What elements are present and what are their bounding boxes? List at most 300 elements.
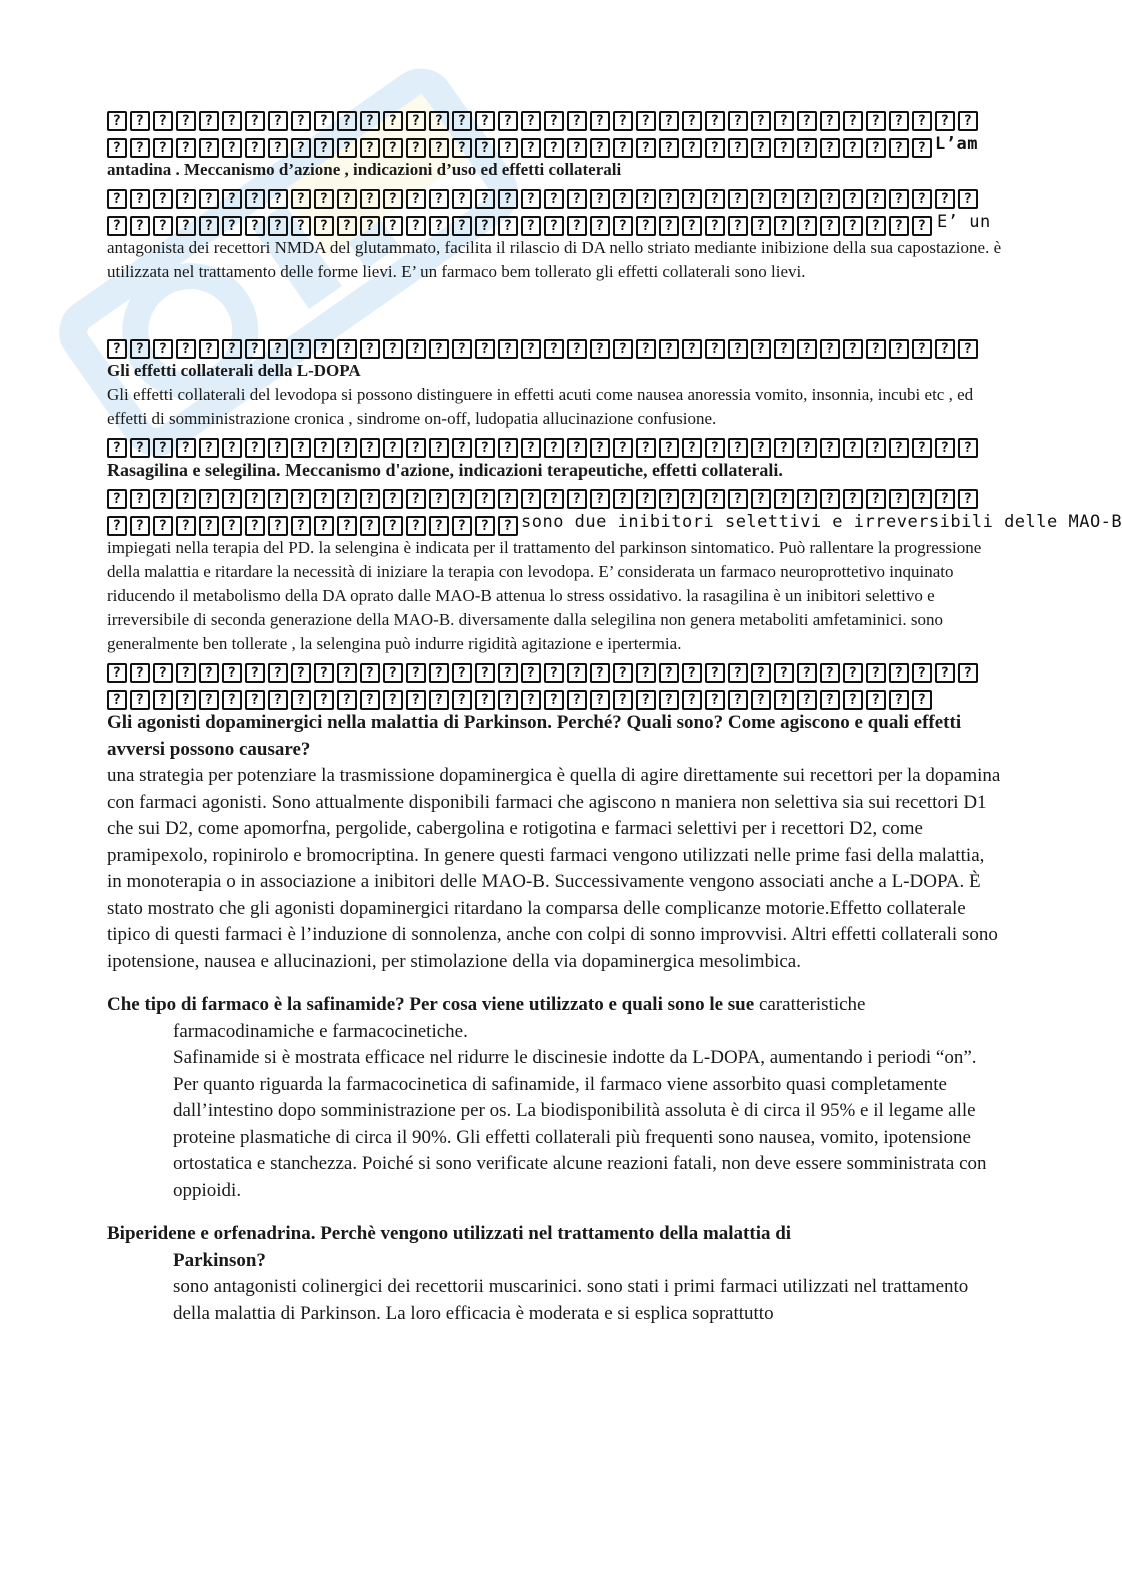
glyph-box: ?: [291, 516, 311, 536]
glyph-box: ?: [521, 111, 541, 131]
agonisti-body: una strategia per potenziare la trasmissione dopaminergica è quella di agire direttamente sui recettori per la dopamina con farmaci agonisti. Sono attualmente disponibili farmaci che agiscono n maniera non selettiva sia sui recettori D1 che sui D2, come apomorfna, pergolide, cabergolina e rotigotina e farmaci selettivi per i recettori D2, come pramipexolo, ropinirolo e bromocriptina. In genere questi farmaci vengono utilizzati nelle prime fasi della malattia, in monoterapia o in associazione a inibitori delle MAO-B. Successivamente vengono associati anche a L-DOPA. È stato mostrato che gli agonisti dopaminergici ritardano la comparsa delle complicanze motorie.Effetto collaterale tipico di questi farmaci è l’induzione di sonnolenza, anche con colpi di sonno improvvisi. Altri effetti collaterali sono ipotensione, nausea e allucinazioni, per stimolazione della via dopaminergica mesolimbica.: [107, 765, 1001, 972]
glyph-box: ?: [866, 138, 886, 158]
glyph-box: ?: [843, 138, 863, 158]
glyph-box: ?: [705, 438, 725, 458]
glyph-box: ?: [613, 138, 633, 158]
glyph-box: ?: [498, 438, 518, 458]
glyph-box: ?: [958, 111, 978, 131]
agonisti-heading: Gli agonisti dopaminergici nella malattia di Parkinson. Perché? Quali sono? Come agiscono e quali effetti avversi possono causare?: [107, 712, 962, 760]
glyph-box: ?: [498, 339, 518, 359]
glyph-box: ?: [360, 489, 380, 509]
biperidene-heading: Biperidene e orfenadrina. Perchè vengono utilizzati nel trattamento della malattia di: [107, 1223, 792, 1244]
glyph-box: ?: [268, 111, 288, 131]
glyph-box: ?: [912, 111, 932, 131]
glyph-box: ?: [958, 663, 978, 683]
glyph-box: ?: [889, 216, 909, 236]
glyph-box: ?: [912, 438, 932, 458]
document-page: [107, 104, 1122, 1327]
glyph-box: ?: [245, 516, 265, 536]
glyph-box: ?: [935, 339, 955, 359]
glyph-box: ?: [659, 138, 679, 158]
glyph-box: ?: [153, 339, 173, 359]
glyph-box: ?: [291, 339, 311, 359]
safinamide-body: Safinamide si è mostrata efficace nel ridurre le discinesie indotte da L-DOPA, aumentando i periodi “on”. Per quanto riguarda la farmacocinetica di safinamide, il farmaco viene assorbito quasi completamente dall’intestino dopo somministrazione per os. La biodisponibilità assoluta è di circa il 95% e il legame alle proteine plasmatiche di circa il 90%. Gli effetti collaterali più frequenti sono nausea, vomito, ipotensione ortostatica e stanchezza. Poiché si sono verificate alcune reazioni fatali, non deve essere somministrata con oppioidi.: [173, 1047, 987, 1201]
glyph-box: ?: [590, 663, 610, 683]
glyph-box: ?: [498, 690, 518, 710]
glyph-box: ?: [429, 111, 449, 131]
glyph-box: ?: [314, 489, 334, 509]
glyph-box: ?: [521, 489, 541, 509]
glyph-box: ?: [429, 663, 449, 683]
safinamide-heading-bold: Che tipo di farmaco è la safinamide? Per cosa viene utilizzato e quali sono le sue: [107, 994, 755, 1015]
glyph-box: ?: [958, 339, 978, 359]
glyph-box: ?: [291, 189, 311, 209]
glyph-box: ?: [475, 663, 495, 683]
glyph-box: ?: [912, 189, 932, 209]
glyph-box: ?: [130, 216, 150, 236]
glyph-box: ?: [866, 189, 886, 209]
glyph-box: ?: [797, 438, 817, 458]
glyph-box: ?: [659, 111, 679, 131]
glyph-box: ?: [406, 663, 426, 683]
glyph-box: ?: [268, 339, 288, 359]
glyph-box: ?: [659, 663, 679, 683]
glyph-box: ?: [176, 438, 196, 458]
glyph-box: ?: [107, 489, 127, 509]
glyph-box: ?: [935, 189, 955, 209]
glyph-box: ?: [705, 489, 725, 509]
glyph-box: ?: [291, 663, 311, 683]
glyph-box: ?: [176, 138, 196, 158]
glyph-box: ?: [268, 216, 288, 236]
glyph-box: ?: [613, 438, 633, 458]
glyph-box: ?: [337, 516, 357, 536]
glyph-box: ?: [314, 438, 334, 458]
glyph-box: ?: [452, 489, 472, 509]
glyph-box: ?: [866, 489, 886, 509]
glyph-box: ?: [751, 216, 771, 236]
glyph-box: ?: [314, 216, 334, 236]
glyph-box: ?: [682, 690, 702, 710]
glyph-box: ?: [222, 216, 242, 236]
glyph-box: ?: [728, 663, 748, 683]
glyph-box: ?: [912, 690, 932, 710]
glyph-box: ?: [314, 189, 334, 209]
ldopa-heading: Gli effetti collaterali della L-DOPA: [107, 361, 361, 380]
glyph-box: ?: [452, 216, 472, 236]
glyph-box: ?: [521, 663, 541, 683]
glyph-box: ?: [889, 489, 909, 509]
glyph-box: ?: [728, 216, 748, 236]
glyph-box: ?: [268, 516, 288, 536]
glyph-box: ?: [521, 189, 541, 209]
glyph-box: ?: [705, 339, 725, 359]
glyph-box: ?: [314, 339, 334, 359]
glyph-box: ?: [222, 111, 242, 131]
glyph-box: ?: [360, 663, 380, 683]
glyph-box: ?: [406, 339, 426, 359]
glyph-box: ?: [222, 690, 242, 710]
glyph-box: ?: [268, 189, 288, 209]
glyph-box: ?: [705, 111, 725, 131]
glyph-box: ?: [866, 438, 886, 458]
glyph-box: ?: [176, 339, 196, 359]
glyph-box: ?: [153, 438, 173, 458]
glyph-box: ?: [130, 189, 150, 209]
glyph-box: ?: [866, 663, 886, 683]
glyph-box: ?: [820, 216, 840, 236]
glyph-box: ?: [176, 516, 196, 536]
glyph-box: ?: [866, 339, 886, 359]
glyph-box: ?: [337, 111, 357, 131]
glyph-box: ?: [222, 516, 242, 536]
glyph-box: ?: [843, 111, 863, 131]
glyph-box: ?: [337, 189, 357, 209]
glyph-box: ?: [797, 138, 817, 158]
glyph-box: ?: [475, 438, 495, 458]
glyph-box: ?: [728, 189, 748, 209]
glyph-box: ?: [199, 138, 219, 158]
glyph-box: ?: [544, 663, 564, 683]
glyph-box: ?: [590, 138, 610, 158]
glyph-box: ?: [820, 663, 840, 683]
glyph-box: ?: [659, 339, 679, 359]
glyph-box: ?: [199, 438, 219, 458]
glyph-box: ?: [107, 438, 127, 458]
glyph-box: ?: [751, 690, 771, 710]
glyph-box-row: [107, 509, 1122, 536]
glyph-box: ?: [337, 339, 357, 359]
glyph-box: ?: [222, 189, 242, 209]
glyph-box: ?: [153, 189, 173, 209]
glyph-box: ?: [567, 339, 587, 359]
glyph-box: ?: [406, 438, 426, 458]
glyph-box: ?: [636, 138, 656, 158]
glyph-box: ?: [176, 489, 196, 509]
glyph-box: ?: [245, 438, 265, 458]
glyph-box: ?: [130, 489, 150, 509]
glyph-box: ?: [636, 111, 656, 131]
glyph-box: ?: [774, 438, 794, 458]
glyph-box: ?: [199, 489, 219, 509]
glyph-box: ?: [705, 189, 725, 209]
glyph-box: ?: [199, 516, 219, 536]
glyph-box: ?: [544, 138, 564, 158]
glyph-box: ?: [659, 438, 679, 458]
glyph-box: ?: [797, 489, 817, 509]
glyph-box: ?: [728, 138, 748, 158]
glyph-box: ?: [337, 138, 357, 158]
glyph-box-row: [107, 182, 1002, 209]
glyph-box: ?: [429, 189, 449, 209]
glyph-box: ?: [521, 216, 541, 236]
glyph-box: ?: [498, 516, 518, 536]
glyph-box: ?: [245, 216, 265, 236]
glyph-box: ?: [613, 189, 633, 209]
glyph-box: ?: [429, 138, 449, 158]
glyph-box: ?: [268, 438, 288, 458]
amantadina-heading-start: L’am: [935, 134, 978, 154]
glyph-box: ?: [452, 189, 472, 209]
glyph-box: ?: [544, 489, 564, 509]
glyph-box: ?: [360, 438, 380, 458]
glyph-box: ?: [153, 663, 173, 683]
glyph-box: ?: [774, 216, 794, 236]
glyph-box: ?: [682, 111, 702, 131]
glyph-box: ?: [521, 690, 541, 710]
glyph-box: ?: [544, 339, 564, 359]
glyph-box: ?: [429, 339, 449, 359]
glyph-box: ?: [613, 111, 633, 131]
glyph-box: ?: [452, 516, 472, 536]
glyph-box: ?: [360, 516, 380, 536]
glyph-box: ?: [797, 189, 817, 209]
amantadina-heading: antadina . Meccanismo d’azione , indicazioni d’uso ed effetti collaterali: [107, 160, 622, 179]
glyph-box: ?: [452, 111, 472, 131]
glyph-box: ?: [222, 339, 242, 359]
glyph-box: ?: [912, 339, 932, 359]
glyph-box: ?: [659, 690, 679, 710]
glyph-box: ?: [705, 138, 725, 158]
glyph-box: ?: [843, 663, 863, 683]
glyph-box: ?: [797, 111, 817, 131]
glyph-box: ?: [429, 690, 449, 710]
glyph-box: ?: [337, 663, 357, 683]
glyph-box: ?: [590, 111, 610, 131]
glyph-box: ?: [544, 216, 564, 236]
glyph-box: ?: [406, 489, 426, 509]
glyph-box: ?: [912, 138, 932, 158]
glyph-box: ?: [291, 438, 311, 458]
glyph-box: ?: [291, 138, 311, 158]
glyph-box: ?: [797, 690, 817, 710]
glyph-box: ?: [314, 516, 334, 536]
glyph-box: ?: [544, 189, 564, 209]
glyph-box: ?: [291, 111, 311, 131]
glyph-box: ?: [222, 138, 242, 158]
glyph-box: ?: [429, 438, 449, 458]
glyph-box: ?: [659, 489, 679, 509]
glyph-box: ?: [820, 690, 840, 710]
glyph-box: ?: [153, 690, 173, 710]
glyph-box-row: [107, 482, 1002, 509]
glyph-box: ?: [912, 216, 932, 236]
glyph-box: ?: [406, 189, 426, 209]
glyph-box: ?: [498, 111, 518, 131]
glyph-box: ?: [958, 189, 978, 209]
glyph-box: ?: [567, 111, 587, 131]
glyph-box: ?: [130, 438, 150, 458]
glyph-box: ?: [314, 690, 334, 710]
glyph-box: ?: [935, 111, 955, 131]
glyph-box: ?: [498, 663, 518, 683]
glyph-box: ?: [889, 111, 909, 131]
glyph-box: ?: [199, 663, 219, 683]
glyph-box: ?: [475, 138, 495, 158]
safinamide-heading: [107, 992, 1002, 1019]
glyph-box: ?: [843, 189, 863, 209]
glyph-box: ?: [130, 138, 150, 158]
glyph-box: ?: [452, 339, 472, 359]
glyph-box: ?: [590, 216, 610, 236]
glyph-box: ?: [544, 690, 564, 710]
glyph-box: ?: [544, 111, 564, 131]
glyph-box: ?: [705, 663, 725, 683]
glyph-box: ?: [682, 216, 702, 236]
glyph-box: ?: [498, 216, 518, 236]
glyph-box-row: [107, 131, 1002, 158]
glyph-box: ?: [337, 690, 357, 710]
glyph-box: ?: [107, 216, 127, 236]
glyph-box: ?: [452, 663, 472, 683]
glyph-box: ?: [406, 111, 426, 131]
glyph-box: ?: [636, 339, 656, 359]
glyph-box: ?: [843, 690, 863, 710]
glyph-box: ?: [682, 438, 702, 458]
glyph-box: ?: [452, 138, 472, 158]
glyph-box: ?: [843, 216, 863, 236]
glyph-box: ?: [728, 339, 748, 359]
glyph-box: ?: [475, 216, 495, 236]
glyph-box: ?: [774, 663, 794, 683]
glyph-box: ?: [567, 690, 587, 710]
glyph-box: ?: [797, 339, 817, 359]
glyph-box-row: [107, 209, 1002, 236]
glyph-box: ?: [820, 138, 840, 158]
glyph-box: ?: [889, 189, 909, 209]
glyph-box: ?: [636, 663, 656, 683]
glyph-box-row: [107, 104, 1002, 131]
glyph-box: ?: [751, 138, 771, 158]
glyph-box: ?: [613, 663, 633, 683]
glyph-box: ?: [728, 690, 748, 710]
glyph-box: ?: [820, 339, 840, 359]
glyph-box: ?: [475, 690, 495, 710]
glyph-box: ?: [176, 663, 196, 683]
glyph-box: ?: [843, 339, 863, 359]
glyph-box: ?: [498, 489, 518, 509]
glyph-box: ?: [590, 339, 610, 359]
glyph-box: ?: [107, 138, 127, 158]
glyph-box: ?: [268, 138, 288, 158]
glyph-box: ?: [820, 489, 840, 509]
glyph-box: ?: [153, 516, 173, 536]
glyph-box: ?: [889, 138, 909, 158]
glyph-box: ?: [176, 690, 196, 710]
glyph-box: ?: [866, 216, 886, 236]
glyph-box: ?: [843, 489, 863, 509]
glyph-box: ?: [337, 489, 357, 509]
glyph-box: ?: [889, 690, 909, 710]
glyph-box: ?: [383, 516, 403, 536]
glyph-box: ?: [521, 438, 541, 458]
glyph-box: ?: [774, 690, 794, 710]
glyph-box: ?: [245, 339, 265, 359]
glyph-box: ?: [199, 339, 219, 359]
rasagilina-heading: Rasagilina e selegilina. Meccanismo d'azione, indicazioni terapeutiche, effetti collaterali.: [107, 460, 783, 480]
glyph-box: ?: [774, 489, 794, 509]
glyph-box: ?: [429, 489, 449, 509]
glyph-box: ?: [659, 216, 679, 236]
glyph-box: ?: [567, 138, 587, 158]
amantadina-body-start: E’ un: [937, 212, 991, 232]
glyph-box: ?: [406, 516, 426, 536]
glyph-box: ?: [383, 189, 403, 209]
glyph-box: ?: [774, 339, 794, 359]
glyph-box: ?: [636, 489, 656, 509]
glyph-box: ?: [475, 516, 495, 536]
glyph-box: ?: [935, 489, 955, 509]
glyph-box: ?: [590, 690, 610, 710]
glyph-box: ?: [383, 690, 403, 710]
glyph-box: ?: [107, 690, 127, 710]
glyph-box: ?: [774, 138, 794, 158]
glyph-box: ?: [222, 438, 242, 458]
glyph-box: ?: [475, 111, 495, 131]
glyph-box: ?: [820, 111, 840, 131]
glyph-box: ?: [705, 690, 725, 710]
glyph-box: ?: [521, 339, 541, 359]
glyph-box: ?: [728, 111, 748, 131]
glyph-box: ?: [222, 489, 242, 509]
glyph-box: ?: [176, 189, 196, 209]
glyph-box: ?: [429, 516, 449, 536]
glyph-box: ?: [567, 489, 587, 509]
glyph-box: ?: [774, 111, 794, 131]
glyph-box: ?: [820, 189, 840, 209]
glyph-box: ?: [774, 189, 794, 209]
glyph-box: ?: [245, 138, 265, 158]
glyph-box: ?: [797, 663, 817, 683]
glyph-box: ?: [613, 216, 633, 236]
glyph-box: ?: [567, 189, 587, 209]
glyph-box: ?: [199, 189, 219, 209]
glyph-box: ?: [245, 690, 265, 710]
glyph-box: ?: [613, 690, 633, 710]
glyph-box: ?: [107, 663, 127, 683]
glyph-box: ?: [245, 189, 265, 209]
glyph-box: ?: [958, 438, 978, 458]
glyph-box: ?: [958, 489, 978, 509]
glyph-box: ?: [843, 438, 863, 458]
glyph-box: ?: [751, 189, 771, 209]
glyph-box: ?: [544, 438, 564, 458]
glyph-box: ?: [314, 111, 334, 131]
glyph-box: ?: [360, 189, 380, 209]
glyph-box: ?: [199, 690, 219, 710]
glyph-box: ?: [107, 339, 127, 359]
glyph-box: ?: [751, 489, 771, 509]
biperidene-heading-cont: Parkinson?: [173, 1249, 266, 1271]
glyph-box: ?: [590, 489, 610, 509]
glyph-box: ?: [291, 216, 311, 236]
glyph-box: ?: [360, 216, 380, 236]
glyph-box: ?: [889, 339, 909, 359]
glyph-box: ?: [153, 111, 173, 131]
glyph-box: ?: [590, 189, 610, 209]
glyph-box: ?: [383, 111, 403, 131]
glyph-box: ?: [521, 138, 541, 158]
glyph-box: ?: [452, 690, 472, 710]
glyph-box: ?: [337, 216, 357, 236]
glyph-box: ?: [130, 516, 150, 536]
glyph-box: ?: [567, 663, 587, 683]
glyph-box: ?: [429, 216, 449, 236]
glyph-box: ?: [130, 111, 150, 131]
glyph-box: ?: [360, 690, 380, 710]
glyph-box: ?: [406, 138, 426, 158]
glyph-box: ?: [360, 339, 380, 359]
